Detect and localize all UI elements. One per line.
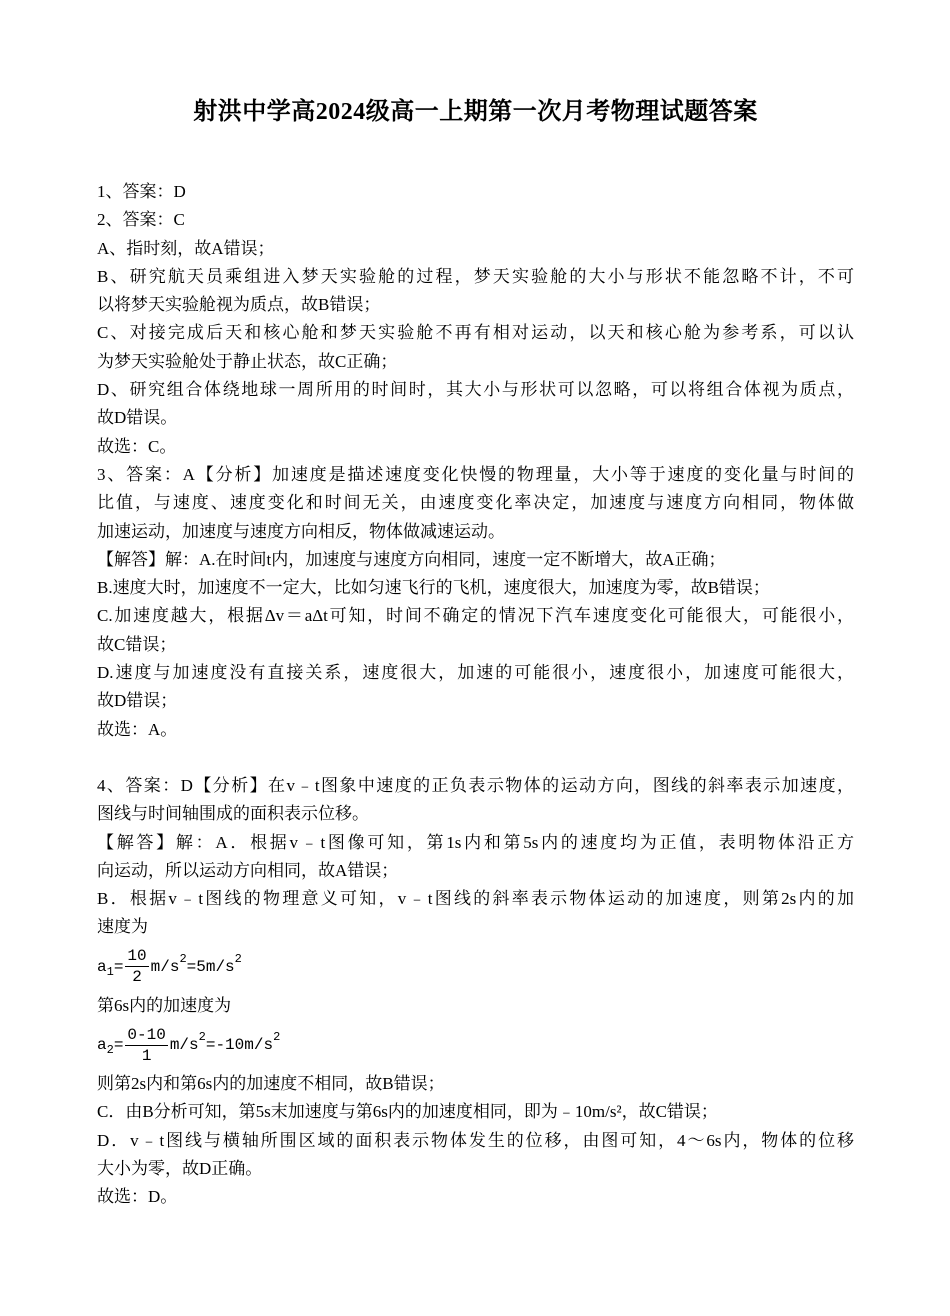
answer-4-solution-b-cont: 速度为 (97, 917, 148, 937)
answer-1: 1、答案：D (97, 182, 186, 201)
answer-4-second-accel-label: 第6s内的加速度为 (97, 995, 232, 1015)
answer-2-option-d: D、研究组合体绕地球一周所用的时间时，其大小与形状可以忽略，可以将组合体视为质点， (97, 380, 854, 400)
formula-a2: a 2 = $\frac{0-10}{1}$ m/s 2 =-10m/s 2 (97, 1025, 281, 1065)
formula-a1-fraction: $\frac{10}{2}$ (127, 947, 147, 987)
answer-4-solution-d: D．v﹣t图线与横轴所围区域的面积表示物体发生的位移，由图可知，4～6s内，物体的位移 (97, 1130, 854, 1150)
answer-2-option-c-cont: 为梦天实验舱处于静止状态，故C正确； (97, 351, 398, 371)
answer-2-option-b-cont: 以将梦天实验舱视为质点，故B错误； (97, 295, 381, 315)
answer-2-choice: 故选：C。 (97, 436, 177, 456)
answer-3-solution-d-cont: 故D错误； (97, 691, 178, 711)
answer-2: 2、答案：C (97, 210, 185, 230)
formula-a1: a 1 = $\frac{10}{2}$ m/s 2 =5m/s 2 (97, 947, 242, 987)
answer-3-solution-a: 【解答】解：A.在时间t内，加速度与速度方向相同，速度一定不断增大，故A正确； (97, 549, 726, 569)
answer-3-choice: 故选：A。 (97, 719, 178, 739)
formula-a2-fraction: $\frac{0-10}{1}$ (127, 1025, 166, 1065)
answer-4-analysis: 4、答案：D【分析】在v﹣t图象中速度的正负表示物体的运动方向，图线的斜率表示加速度， (97, 775, 854, 795)
answer-3-solution-c: C.加速度越大，根据Δv＝aΔt可知，时间不确定的情况下汽车速度变化可能很大，可能很小， (97, 606, 854, 626)
answer-4-solution-b-conclusion: 则第2s内和第6s内的加速度不相同，故B错误； (97, 1074, 445, 1094)
answer-3-solution-d: D.速度与加速度没有直接关系，速度很大，加速的可能很小，速度很小，加速度可能很大， (97, 663, 854, 683)
answer-3-analysis-end: 加速运动，加速度与速度方向相反，物体做减速运动。 (97, 521, 505, 541)
answer-4-solution-d-cont: 大小为零，故D正确。 (97, 1158, 263, 1178)
answer-2-option-a: A、指时刻，故A错误； (97, 238, 275, 258)
answer-3-solution-c-cont: 故C错误； (97, 634, 177, 654)
answer-4-solution-c: C．由B分析可知，第5s末加速度与第6s内的加速度相同，即为﹣10m/s²，故C错误； (97, 1102, 718, 1122)
answer-4-choice: 故选：D。 (97, 1187, 178, 1207)
answer-2-option-c: C、对接完成后天和核心舱和梦天实验舱不再有相对运动，以天和核心舱为参考系，可以认 (97, 323, 854, 343)
page-title: 射洪中学高2024级高一上期第一次月考物理试题答案 (193, 99, 758, 125)
answer-4-solution-b: B．根据v﹣t图线的物理意义可知，v﹣t图线的斜率表示物体运动的加速度，则第2s内的加 (97, 889, 854, 909)
answer-4-analysis-cont: 图线与时间轴围成的面积表示位移。 (97, 804, 369, 824)
answer-2-option-b: B、研究航天员乘组进入梦天实验舱的过程，梦天实验舱的大小与形状不能忽略不计，不可 (97, 266, 854, 286)
answer-3-analysis-cont: 比值，与速度、速度变化和时间无关，由速度变化率决定，加速度与速度方向相同，物体做 (97, 493, 854, 513)
paragraph-gap (97, 744, 854, 772)
answer-2-option-d-cont: 故D错误。 (97, 408, 178, 428)
answer-3-solution-b: B.速度大时，加速度不一定大，比如匀速飞行的飞机，速度很大，加速度为零，故B错误； (97, 578, 770, 598)
answer-3-analysis: 3、答案：A【分析】加速度是描述速度变化快慢的物理量，大小等于速度的变化量与时间的 (97, 464, 854, 484)
answer-4-solution-a: 【解答】解：A．根据v﹣t图像可知，第1s内和第5s内的速度均为正值，表明物体沿正方 (97, 832, 854, 852)
answer-4-solution-a-cont: 向运动，所以运动方向相同，故A错误； (97, 860, 399, 880)
